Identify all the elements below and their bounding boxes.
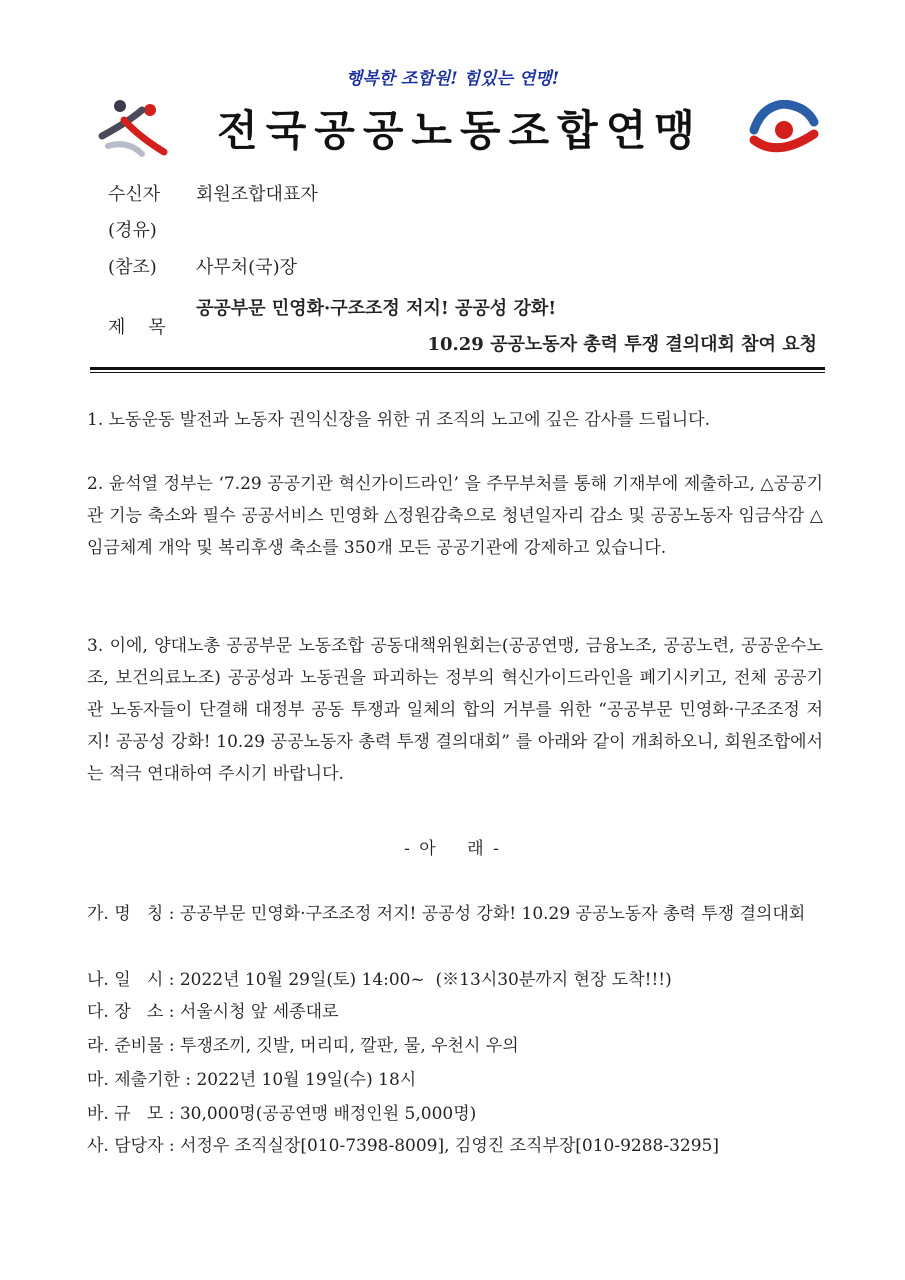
detail-deadline: 마. 제출기한 : 2022년 10월 19일(수) 18시 — [87, 1070, 417, 1090]
detail-supplies: 라. 준비물 : 투쟁조끼, 깃발, 머리띠, 깔판, 물, 우천시 우의 — [87, 1036, 519, 1056]
detail-scale: 바. 규 모 : 30,000명(공공연맹 배정인원 5,000명) — [87, 1104, 477, 1124]
reference-value: 사무처(국)장 — [196, 257, 297, 278]
detail-contact: 사. 담당자 : 서정우 조직실장[010-7398-8009], 김영진 조직부장[010-9288-3295] — [87, 1136, 720, 1156]
header-divider-thin — [90, 372, 825, 373]
organization-title: 전국공공노동조합연맹 — [217, 106, 703, 155]
header-divider — [90, 367, 825, 370]
slogan: 행복한 조합원! 힘있는 연맹! — [345, 69, 560, 89]
union-logo-right — [748, 100, 820, 160]
union-logo-left — [98, 96, 170, 160]
recipient-value: 회원조합대표자 — [196, 184, 318, 205]
via-label: (경유) — [108, 220, 157, 241]
paragraph-2: 2. 윤석열 정부는 ‘7.29 공공기관 혁신가이드라인’ 을 주무부처를 통해 기재부에 제출하고, △공공기관 기능 축소와 필수 공공서비스 민영화 △정원감축으로 청년일자리 감소 및 공공노동자 임금삭감 △임금체계 개악 및 복리후생 축소를 350개 모든 공공기관에 강제하고 있습니다. — [87, 474, 823, 558]
subject-label: 제 목 — [108, 317, 166, 338]
detail-place: 다. 장 소 : 서울시청 앞 세종대로 — [87, 1002, 339, 1022]
subject-line-1: 공공부문 민영화·구조조정 저지! 공공성 강화! — [196, 298, 557, 319]
paragraph-3: 3. 이에, 양대노총 공공부문 노동조합 공동대책위원회는(공공연맹, 금융노조, 공공노련, 공공운수노조, 보건의료노조) 공공성과 노동권을 파괴하는 정부의 혁신가이드라인을 폐기시키고, 전체 공공기관 노동자들이 단결해 대정부 공동 투쟁과 일체의 합의 거부를 위한 “공공부문 민영화·구조조정 저지! 공공성 강화! 10.29 공공노동자 총력 투쟁 결의대회” 를 아래와 같이 개최하오니, 회원조합에서는 적극 연대하여 주시기 바랍니다. — [87, 636, 823, 784]
reference-label: (참조) — [108, 257, 157, 278]
paragraph-1: 1. 노동운동 발전과 노동자 권익신장을 위한 귀 조직의 노고에 깊은 감사를 드립니다. — [87, 410, 710, 430]
subject-line-2: 10.29 공공노동자 총력 투쟁 결의대회 참여 요청 — [427, 334, 817, 355]
section-marker: - 아 래 - — [404, 839, 501, 859]
detail-name: 가. 명 칭 : 공공부문 민영화·구조조정 저지! 공공성 강화! 10.29 공공노동자 총력 투쟁 결의대회 — [87, 904, 806, 924]
detail-datetime: 나. 일 시 : 2022년 10월 29일(토) 14:00~ (※13시30분까지 현장 도착!!!) — [87, 970, 672, 990]
recipient-label: 수신자 — [108, 184, 161, 205]
